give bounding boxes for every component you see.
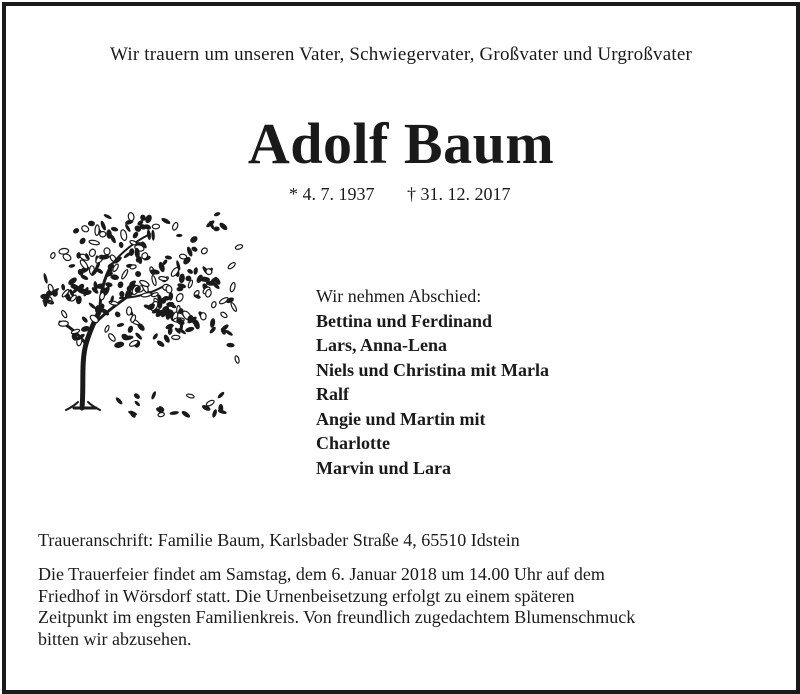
ceremony-line: bitten wir abzusehen. [38,628,192,649]
mourning-address: Traueranschrift: Familie Baum, Karlsbader Straße 4, 65510 Idstein [38,530,520,550]
ceremony-line: Friedhof in Wörsdorf statt. Die Urnenbeisetzung erfolgt zu einem späteren [38,585,575,606]
intro-text: Wir trauern um unseren Vater, Schwiegervater, Großvater und Urgroßvater [109,44,693,65]
deceased-name: Adolf Baum [247,111,555,176]
birth-date: * 4. 7. 1937 [289,184,375,204]
mourners-heading: Wir nehmen Abschied: [316,286,482,306]
mourner-line: Bettina und Ferdinand [316,310,493,331]
mourner-line: Charlotte [316,433,390,453]
life-dates [289,184,511,205]
mourner-line: Niels und Christina mit Marla [316,359,550,380]
mourner-line: Marvin und Lara [316,457,452,478]
ceremony-details [38,564,778,650]
tree-with-blowing-leaves-icon [34,194,244,420]
mourner-line: Lars, Anna-Lena [316,335,448,355]
obituary-notice [2,2,800,694]
death-date: † 31. 12. 2017 [407,184,511,204]
mourner-line: Angie und Martin mit [316,408,486,429]
mourners-list [316,284,549,480]
ceremony-line: Zeitpunkt im engsten Familienkreis. Von freundlich zugedachtem Blumenschmuck [38,607,636,627]
ceremony-line: Die Trauerfeier findet am Samstag, dem 6. Januar 2018 um 14.00 Uhr auf dem [38,564,605,584]
mourner-line: Ralf [316,384,349,404]
